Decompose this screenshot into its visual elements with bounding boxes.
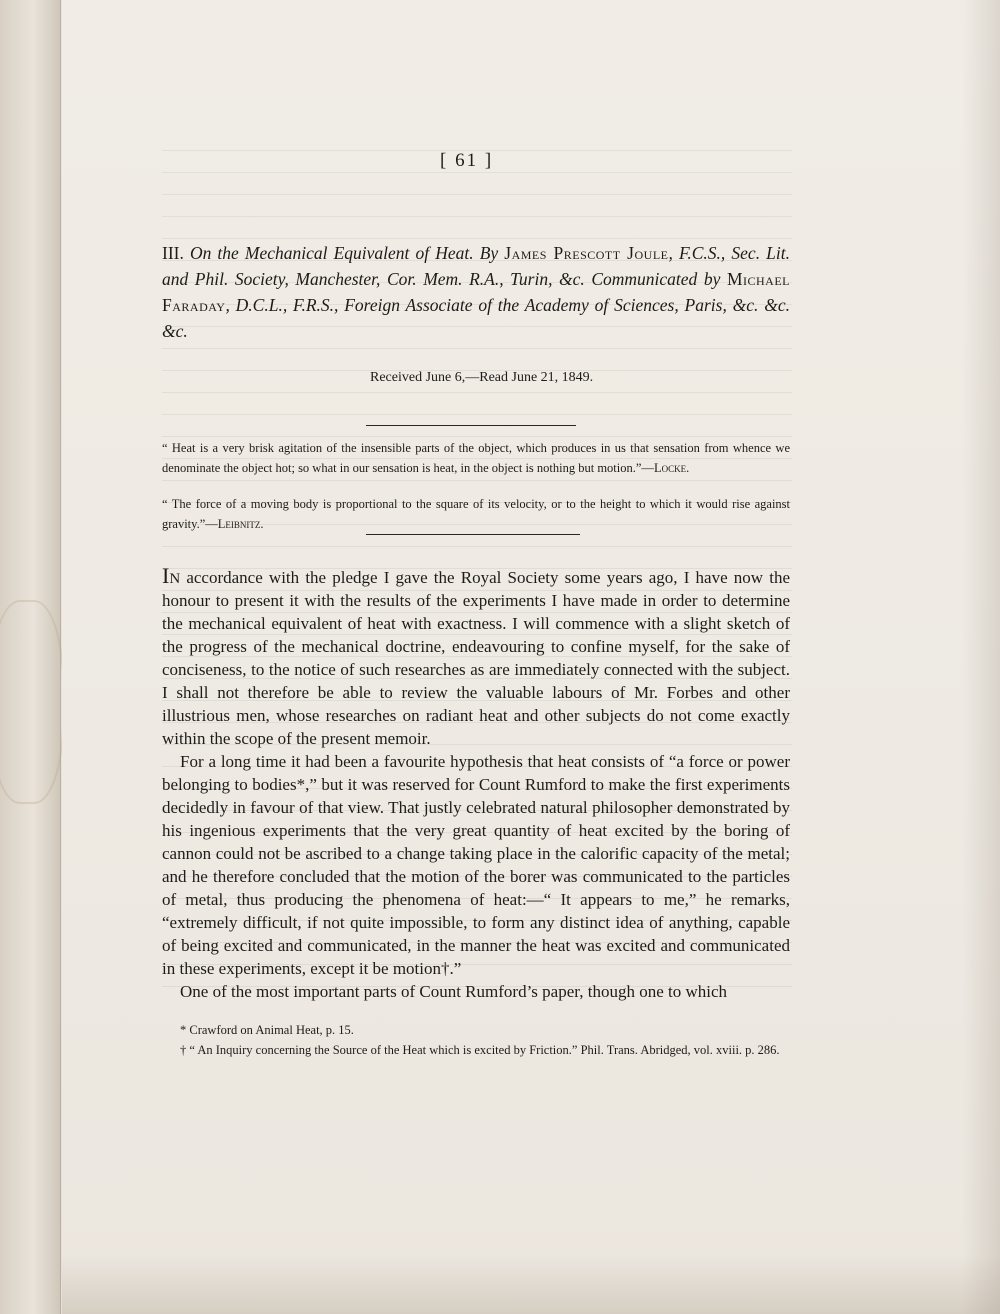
title-numeral: III. (162, 243, 184, 263)
left-page-edge (0, 0, 61, 1314)
paragraph-1 (162, 564, 790, 750)
drop-cap: In (162, 563, 181, 588)
page-bottom-shadow (62, 1254, 1000, 1314)
epigraph-leibnitz-author: Leibnitz. (217, 517, 264, 531)
epigraph-locke-text: “ Heat is a very brisk agitation of the insensible parts of the object, which produces in us that sensation from whence we denominate the object hot; so what in our sensation is heat, in the object is nothing but motion.”— (162, 441, 790, 475)
footnote-2: † “ An Inquiry concerning the Source of the Heat which is excited by Friction.” Phil. Trans. Abridged, vol. xviii. p. 286. (180, 1043, 780, 1057)
paragraph-2: For a long time it had been a favourite hypothesis that heat consists of “a force or power belonging to bodies*,” but it was reserved for Count Rumford to make the first experiments decidedly in favour of that view. That justly celebrated natural philosopher demonstrated by his ingenious experiments that the very great quantity of heat excited by the boring of cannon could not be ascribed to a change taking place in the calorific capacity of the metal; and he therefore concluded that the motion of the borer was communicated to the particles of metal, thus producing the phenomena of heat:—“ It appears to me,” he remarks, “extremely difficult, if not quite impossible, to form any distinct idea of anything, capable of being excited and communicated, in the manner the heat was excited and communicated in these experiments, except it be motion†.” (162, 752, 790, 978)
title-text-1: On the Mechanical Equivalent of Heat. By (189, 243, 499, 263)
paper-title (162, 240, 790, 344)
title-text-3: , D.C.L., F.R.S., Foreign Associate of the Academy of Sciences, Paris, &c. &c. &c. (162, 295, 790, 341)
author-name: James Prescott Joule (504, 243, 669, 263)
paragraph-1-text: accordance with the pledge I gave the Royal Society some years ago, I have now the honour to present it with the results of the experiments I have made in order to determine the mechanical equivalent of heat with exactness. I will commence with a slight sketch of the progress of the mechanical doctrine, endeavouring to confine myself, for the sake of conciseness, to the notice of such researches as are immediately connected with the subject. I shall not therefore be able to review the valuable labours of Mr. Forbes and other illustrious men, whose researches on radiant heat and other subjects do not come exactly within the scope of the present memoir. (162, 568, 790, 748)
page-edge-shadow (962, 0, 1000, 1314)
title-text-2: , F.C.S., Sec. Lit. and Phil. Society, Manchester, Cor. Mem. R.A., Turin, &c. Communicated by (162, 243, 790, 289)
divider-bottom (366, 534, 580, 535)
received-date: Received June 6,—Read June 21, 1849. (370, 370, 594, 385)
epigraph-leibnitz-text: “ The force of a moving body is proportional to the square of its velocity, or to the height to which it would rise against gravity.”— (162, 497, 790, 531)
divider-top (366, 425, 576, 426)
document-page (62, 0, 1000, 1314)
epigraph-locke-author: Locke. (653, 461, 690, 475)
page-number: [ 61 ] (440, 150, 494, 171)
epigraph-locke (162, 438, 790, 478)
epigraph-leibnitz (162, 494, 790, 534)
page-stain (0, 600, 64, 804)
body-text (162, 564, 790, 1003)
communicator-name: Michael Faraday (162, 269, 790, 315)
footnotes (162, 1020, 790, 1060)
footnote-1: * Crawford on Animal Heat, p. 15. (180, 1023, 354, 1037)
paragraph-3: One of the most important parts of Count Rumford’s paper, though one to which (180, 982, 728, 1001)
